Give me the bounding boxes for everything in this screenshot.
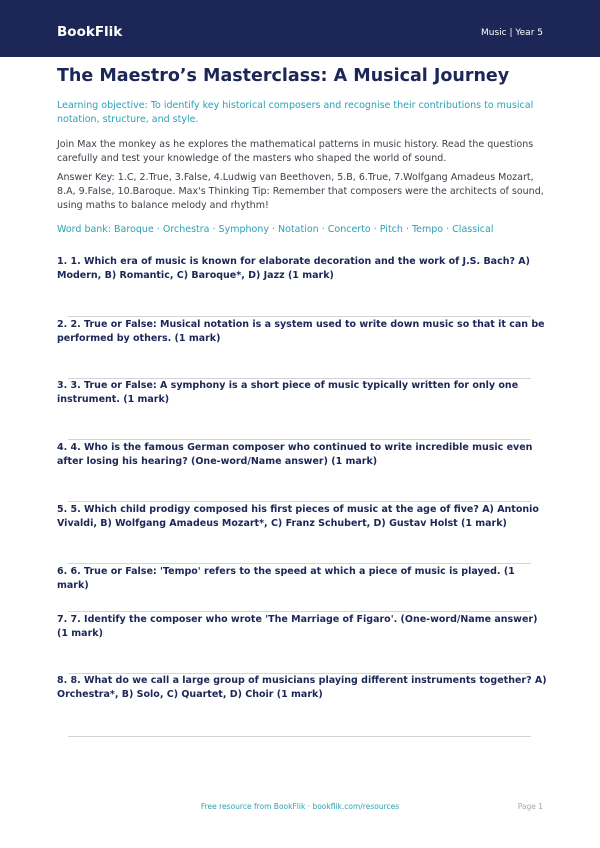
subject-year-label: Music | Year 5 (480, 28, 543, 38)
page-header (0, 0, 600, 57)
word-bank: Word bank: Baroque · Orchestra · Symphony · Notation · Concerto · Pitch · Tempo · Classical (57, 224, 494, 235)
footer-resource-link[interactable]: Free resource from BookFlik · bookflik.com/resources (200, 802, 400, 811)
answer-line-6[interactable] (68, 611, 531, 612)
answer-line-4[interactable] (68, 501, 531, 502)
page-title: The Maestro’s Masterclass: A Musical Journey (57, 66, 510, 86)
question-3: 3. 3. True or False: A symphony is a short piece of music typically written for only one instrument. (1 mark) (57, 380, 519, 405)
answer-key: Answer Key: 1.C, 2.True, 3.False, 4.Ludwig van Beethoven, 5.B, 6.True, 7.Wolfgang Amadeus Mozart, 8.A, 9.False, 10.Baroque. Max's Thinking Tip: Remember that composers were the architects of sound, using maths to balance melody and rhythm! (57, 172, 544, 211)
answer-line-8[interactable] (68, 736, 531, 737)
question-7: 7. 7. Identify the composer who wrote 'The Marriage of Figaro'. (One-word/Name answer) (1 mark) (57, 614, 538, 639)
page-number: Page 1 (517, 802, 543, 811)
question-1: 1. 1. Which era of music is known for elaborate decoration and the work of J.S. Bach? A) Modern, B) Romantic, C) Baroque*, D) Jazz (1 mark) (57, 256, 530, 281)
question-5: 5. 5. Which child prodigy composed his first pieces of music at the age of five? A) Antonio Vivaldi, B) Wolfgang Amadeus Mozart*, C) Franz Schubert, D) Gustav Holst (1 mark) (57, 504, 539, 529)
question-4: 4. 4. Who is the famous German composer who continued to write incredible music even after losing his hearing? (One-word/Name answer) (1 mark) (57, 442, 533, 467)
question-8: 8. 8. What do we call a large group of musicians playing different instruments together? A) Orchestra*, B) Solo, C) Quartet, D) Choir (1 mark) (57, 675, 547, 700)
answer-line-5[interactable] (68, 563, 531, 564)
question-6: 6. 6. True or False: 'Tempo' refers to the speed at which a piece of music is played. (1 mark) (57, 566, 515, 591)
intro-text: Join Max the monkey as he explores the mathematical patterns in music history. Read the questions carefully and test your knowledge of the masters who shaped the world of sound. (57, 139, 534, 164)
answer-line-1[interactable] (68, 316, 531, 317)
brand-logo[interactable]: BookFlik (57, 24, 123, 40)
learning-objective: Learning objective: To identify key historical composers and recognise their contributions to musical notation, structure, and style. (57, 100, 534, 125)
question-2: 2. 2. True or False: Musical notation is a system used to write down music so that it can be performed by others. (1 mark) (57, 319, 545, 344)
answer-line-3[interactable] (68, 439, 531, 440)
